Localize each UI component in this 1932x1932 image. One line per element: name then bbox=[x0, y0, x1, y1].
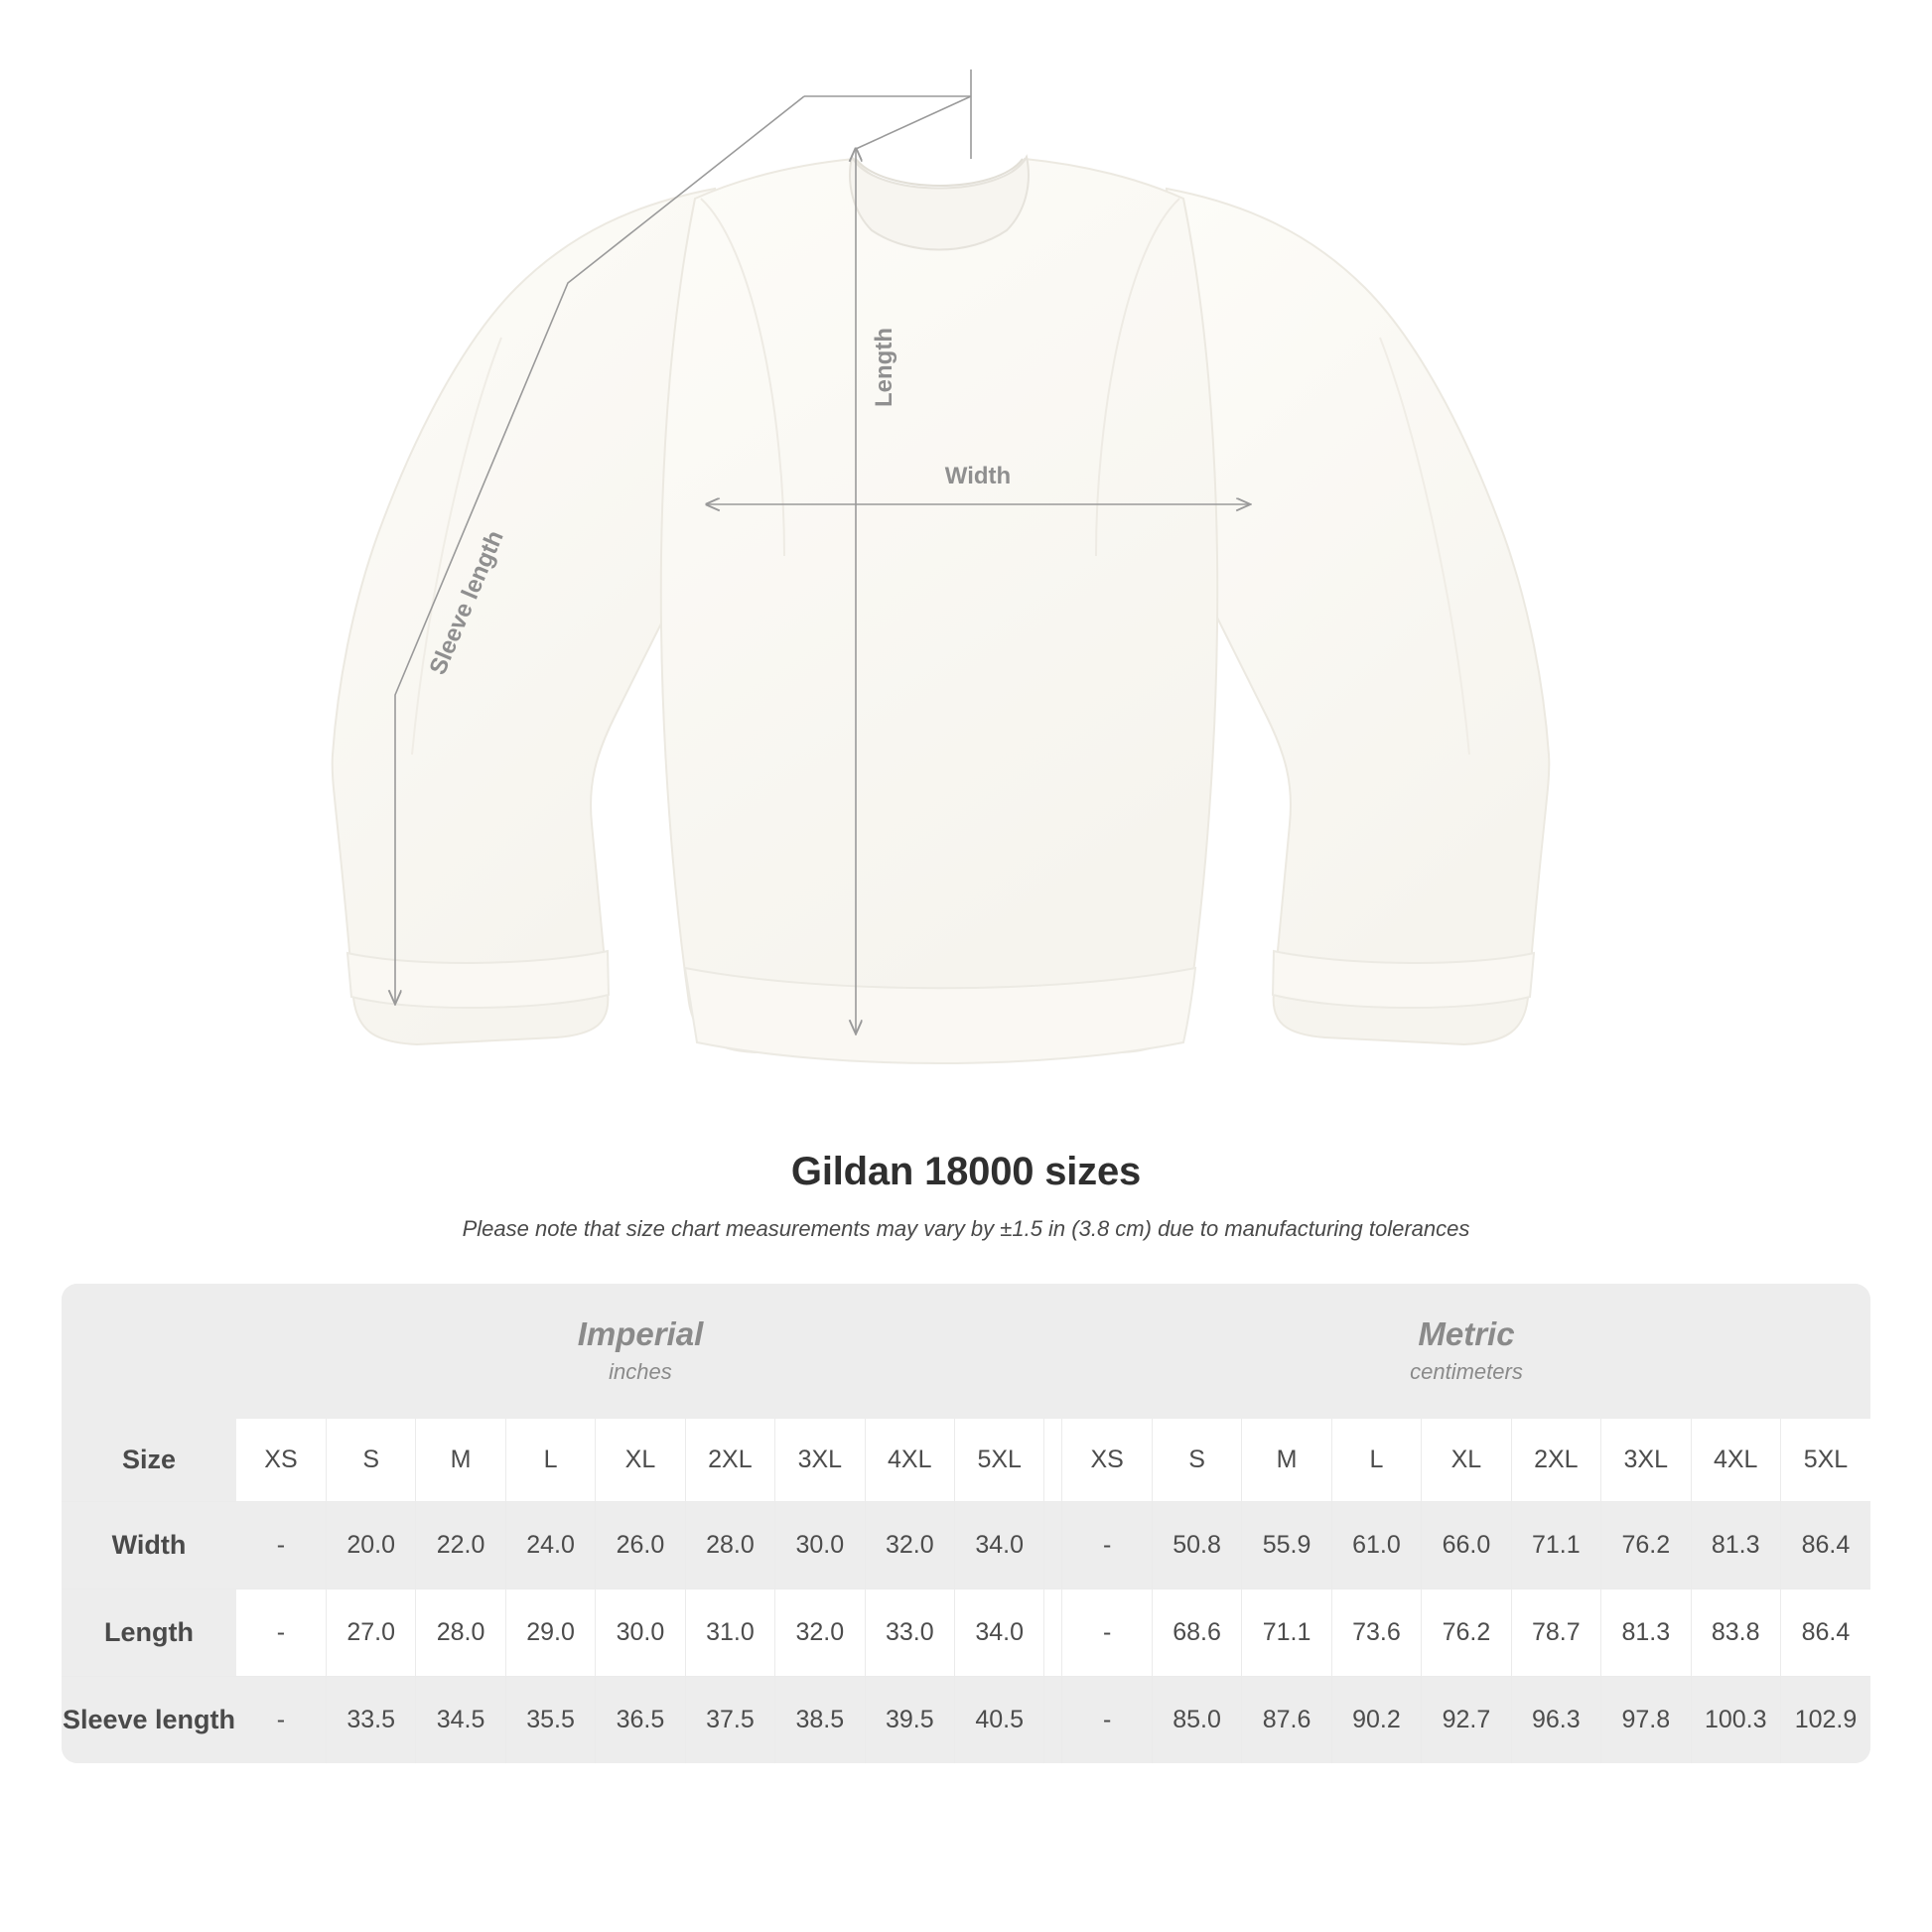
header-metric-xl: XL bbox=[1422, 1419, 1511, 1502]
width-metric-l: 61.0 bbox=[1331, 1502, 1421, 1589]
sleeve-imperial-m: 34.5 bbox=[416, 1677, 505, 1764]
metric-unit-title: Metric bbox=[1418, 1315, 1515, 1352]
sleeve-metric-xl: 92.7 bbox=[1422, 1677, 1511, 1764]
width-metric-m: 55.9 bbox=[1242, 1502, 1331, 1589]
width-imperial-xl: 26.0 bbox=[596, 1502, 685, 1589]
length-imperial-4xl: 33.0 bbox=[865, 1589, 954, 1677]
imperial-unit-sub: inches bbox=[609, 1359, 672, 1385]
width-imperial-2xl: 28.0 bbox=[685, 1502, 774, 1589]
width-metric-xl: 66.0 bbox=[1422, 1502, 1511, 1589]
header-metric-l: L bbox=[1331, 1419, 1421, 1502]
sleeve-imperial-4xl: 39.5 bbox=[865, 1677, 954, 1764]
header-metric-3xl: 3XL bbox=[1601, 1419, 1691, 1502]
measurement-note: Please note that size chart measurements may vary by ±1.5 in (3.8 cm) due to manufacturing tolerances bbox=[462, 1216, 1470, 1241]
table-row-length bbox=[62, 1589, 1870, 1677]
width-metric-s: 50.8 bbox=[1152, 1502, 1241, 1589]
width-imperial-m: 22.0 bbox=[416, 1502, 505, 1589]
length-metric-s: 68.6 bbox=[1152, 1589, 1241, 1677]
width-label: Width bbox=[944, 463, 1012, 489]
length-metric-xs: - bbox=[1062, 1589, 1152, 1677]
length-imperial-xs: - bbox=[236, 1589, 326, 1677]
length-label: Length bbox=[871, 328, 897, 407]
length-metric-2xl: 78.7 bbox=[1511, 1589, 1600, 1677]
header-imperial-3xl: 3XL bbox=[775, 1419, 865, 1502]
sweatshirt-shape bbox=[333, 157, 1550, 1063]
sleeve-imperial-l: 35.5 bbox=[505, 1677, 595, 1764]
header-imperial-4xl: 4XL bbox=[865, 1419, 954, 1502]
width-imperial-l: 24.0 bbox=[505, 1502, 595, 1589]
table-row-width bbox=[62, 1502, 1870, 1589]
size-chart-table bbox=[62, 1284, 1870, 1763]
header-imperial-xs: XS bbox=[236, 1419, 326, 1502]
sleeve-imperial-xs: - bbox=[236, 1677, 326, 1764]
metric-unit-sub: centimeters bbox=[1410, 1359, 1523, 1385]
width-metric-xs: - bbox=[1062, 1502, 1152, 1589]
length-gap bbox=[1044, 1589, 1062, 1677]
header-metric-5xl: 5XL bbox=[1780, 1419, 1870, 1502]
length-imperial-5xl: 34.0 bbox=[955, 1589, 1044, 1677]
header-imperial-s: S bbox=[326, 1419, 415, 1502]
sleeve-metric-l: 90.2 bbox=[1331, 1677, 1421, 1764]
sleeve-imperial-xl: 36.5 bbox=[596, 1677, 685, 1764]
row-label-length: Length bbox=[62, 1589, 236, 1677]
header-imperial-l: L bbox=[505, 1419, 595, 1502]
length-metric-4xl: 83.8 bbox=[1691, 1589, 1780, 1677]
header-gap bbox=[1044, 1419, 1062, 1502]
header-imperial-xl: XL bbox=[596, 1419, 685, 1502]
length-imperial-l: 29.0 bbox=[505, 1589, 595, 1677]
imperial-unit-cell bbox=[236, 1284, 1044, 1419]
width-metric-3xl: 76.2 bbox=[1601, 1502, 1691, 1589]
header-imperial-m: M bbox=[416, 1419, 505, 1502]
length-metric-m: 71.1 bbox=[1242, 1589, 1331, 1677]
width-metric-2xl: 71.1 bbox=[1511, 1502, 1600, 1589]
units-header-row bbox=[62, 1284, 1870, 1419]
sleeve-metric-s: 85.0 bbox=[1152, 1677, 1241, 1764]
size-header-row bbox=[62, 1419, 1870, 1502]
sleeve-imperial-2xl: 37.5 bbox=[685, 1677, 774, 1764]
sleeve-length-label: Sleeve length bbox=[424, 526, 509, 679]
row-label-sleeve-length: Sleeve length bbox=[62, 1677, 236, 1764]
sleeve-gap bbox=[1044, 1677, 1062, 1764]
length-imperial-xl: 30.0 bbox=[596, 1589, 685, 1677]
width-imperial-4xl: 32.0 bbox=[865, 1502, 954, 1589]
metric-unit-cell bbox=[1062, 1284, 1870, 1419]
length-imperial-m: 28.0 bbox=[416, 1589, 505, 1677]
header-imperial-5xl: 5XL bbox=[955, 1419, 1044, 1502]
units-spacer-cell bbox=[62, 1284, 236, 1419]
width-imperial-5xl: 34.0 bbox=[955, 1502, 1044, 1589]
sleeve-metric-3xl: 97.8 bbox=[1601, 1677, 1691, 1764]
imperial-unit-title: Imperial bbox=[577, 1315, 704, 1352]
sleeve-metric-xs: - bbox=[1062, 1677, 1152, 1764]
header-metric-4xl: 4XL bbox=[1691, 1419, 1780, 1502]
sleeve-imperial-3xl: 38.5 bbox=[775, 1677, 865, 1764]
width-imperial-3xl: 30.0 bbox=[775, 1502, 865, 1589]
width-metric-4xl: 81.3 bbox=[1691, 1502, 1780, 1589]
width-metric-5xl: 86.4 bbox=[1780, 1502, 1870, 1589]
size-header-label: Size bbox=[62, 1419, 236, 1502]
size-chart-table-wrapper bbox=[62, 1284, 1870, 1763]
length-metric-l: 73.6 bbox=[1331, 1589, 1421, 1677]
header-imperial-2xl: 2XL bbox=[685, 1419, 774, 1502]
header-metric-2xl: 2XL bbox=[1511, 1419, 1600, 1502]
sleeve-imperial-s: 33.5 bbox=[326, 1677, 415, 1764]
header-metric-s: S bbox=[1152, 1419, 1241, 1502]
header-metric-m: M bbox=[1242, 1419, 1331, 1502]
sleeve-metric-2xl: 96.3 bbox=[1511, 1677, 1600, 1764]
width-gap bbox=[1044, 1502, 1062, 1589]
row-label-width: Width bbox=[62, 1502, 236, 1589]
sleeve-metric-m: 87.6 bbox=[1242, 1677, 1331, 1764]
length-imperial-s: 27.0 bbox=[326, 1589, 415, 1677]
length-metric-3xl: 81.3 bbox=[1601, 1589, 1691, 1677]
sleeve-metric-4xl: 100.3 bbox=[1691, 1677, 1780, 1764]
length-metric-xl: 76.2 bbox=[1422, 1589, 1511, 1677]
width-imperial-xs: - bbox=[236, 1502, 326, 1589]
length-imperial-2xl: 31.0 bbox=[685, 1589, 774, 1677]
page-title: Gildan 18000 sizes bbox=[790, 1150, 1142, 1193]
length-imperial-3xl: 32.0 bbox=[775, 1589, 865, 1677]
header-metric-xs: XS bbox=[1062, 1419, 1152, 1502]
length-metric-5xl: 86.4 bbox=[1780, 1589, 1870, 1677]
units-gap-cell bbox=[1044, 1284, 1062, 1419]
sleeve-metric-5xl: 102.9 bbox=[1780, 1677, 1870, 1764]
width-imperial-s: 20.0 bbox=[326, 1502, 415, 1589]
sleeve-imperial-5xl: 40.5 bbox=[955, 1677, 1044, 1764]
table-row-sleeve-length bbox=[62, 1677, 1870, 1764]
